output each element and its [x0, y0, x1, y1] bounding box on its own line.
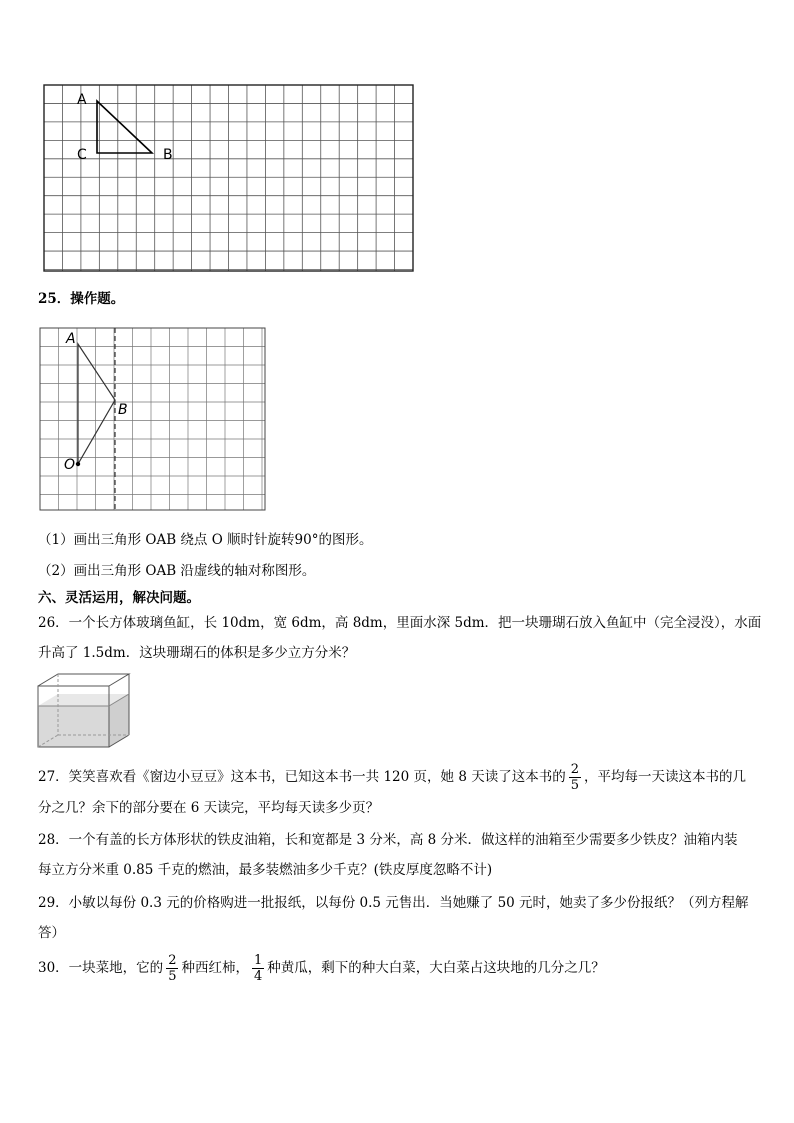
grid-lines: [44, 85, 413, 271]
label-c: C: [77, 147, 87, 163]
triangle-acb: [97, 101, 152, 153]
label-a: A: [66, 331, 76, 347]
q25-task2: （2）画出三角形 OAB 沿虚线的轴对称图形。: [38, 563, 316, 579]
label-b: B: [163, 147, 173, 163]
q28-line2: 每立方分米重 0.85 千克的燃油，最多装燃油多少千克？(铁皮厚度忽略不计): [38, 862, 493, 878]
q26-line1: 26．一个长方体玻璃鱼缸，长 10dm，宽 6dm，高 8dm，里面水深 5dm．把一块珊瑚石放入鱼缸中（完全浸没），水面: [38, 615, 762, 631]
figure-grid-triangle-oab: [38, 326, 268, 514]
q27-line2: 分之几？余下的部分要在 6 天读完，平均每天读多少页？: [38, 800, 380, 816]
q27-line1: 27．笑笑喜欢看《窗边小豆豆》这本书，已知这本书一共 120 页，她 8 天读了这本书的 $\frac{2}{5}$ ，平均每一天读这本书的几: [38, 762, 746, 793]
section6-title: 六、灵活运用，解决问题。: [38, 590, 200, 606]
tank-top: [38, 674, 129, 686]
q29-line2: 答）: [38, 925, 65, 941]
q30-line: 30．一块菜地，它的 $\frac{2}{5}$ 种西红柿， $\frac{1}{4}$ 种黄瓜，剩下的种大白菜，大白菜占这块地的几分之几？: [38, 953, 605, 984]
label-b: B: [118, 402, 128, 418]
q25-heading: 25．操作题。: [38, 291, 125, 307]
point-o: [76, 462, 80, 466]
q26-line2: 升高了 1.5dm．这块珊瑚石的体积是多少立方分米？: [38, 645, 356, 661]
q28-line1: 28．一个有盖的长方体形状的铁皮油箱，长和宽都是 3 分米，高 8 分米．做这样的油箱至少需要多少铁皮？油箱内装: [38, 832, 738, 848]
figure-fish-tank: [36, 672, 132, 750]
grid-lines: [40, 328, 265, 510]
q30-fraction-2: $\frac{1}{4}$: [253, 953, 263, 984]
label-a: A: [77, 92, 87, 108]
triangle-oab: [78, 344, 115, 464]
figure-grid-triangle-acb: [40, 82, 418, 276]
q27-fraction: $\frac{2}{5}$: [570, 762, 579, 793]
q29-line1: 29．小敏以每份 0.3 元的价格购进一批报纸，以每份 0.5 元售出．当她赚了 50 元时，她卖了多少份报纸？（列方程解: [38, 895, 749, 911]
q30-fraction-1: $\frac{2}{5}$: [168, 953, 177, 984]
label-o: O: [64, 457, 76, 473]
grid-border: [40, 328, 265, 510]
q25-task1: （1）画出三角形 OAB 绕点 O 顺时针旋转90°的图形。: [38, 532, 373, 548]
